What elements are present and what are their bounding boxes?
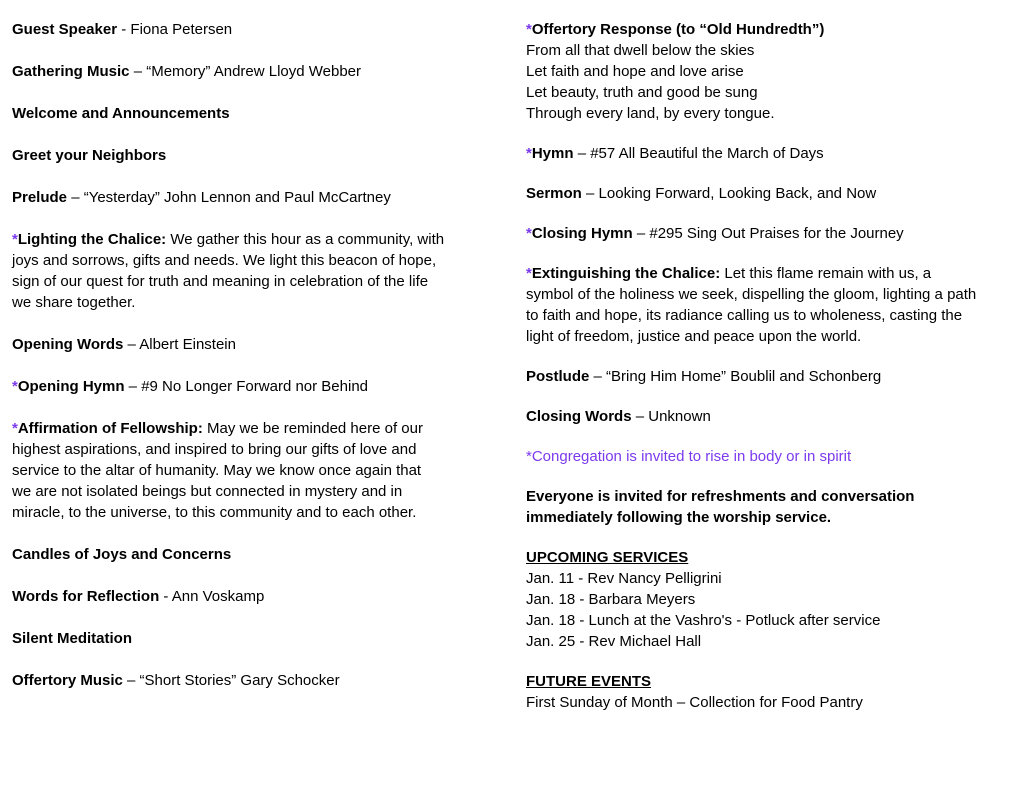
- paragraph-line: to faith and hope, its radiance calling us to wholeness, casting the: [526, 307, 963, 324]
- item-title: Candles of Joys and Concerns: [12, 546, 232, 563]
- item-title: Opening Words: [12, 336, 124, 353]
- program-item-guest-speaker: [12, 19, 482, 40]
- program-item-greet-your-neighbors: [12, 145, 482, 166]
- program-item-welcome-and-announcements: [12, 103, 482, 124]
- hymn-verse-line: Let beauty, truth and good be sung: [526, 84, 758, 101]
- item-detail: “Yesterday” John Lennon and Paul McCartney: [83, 189, 391, 206]
- item-detail: #57 All Beautiful the March of Days: [590, 145, 824, 162]
- item-separator: –: [124, 378, 142, 395]
- item-detail: #295 Sing Out Praises for the Journey: [649, 225, 904, 242]
- item-separator: –: [573, 145, 591, 162]
- program-item-opening-words: [12, 334, 482, 355]
- item-title: Words for Reflection: [12, 588, 160, 605]
- paragraph-line: Everyone is invited for refreshments and conversation: [526, 488, 915, 505]
- program-item-gathering-music: [12, 61, 482, 82]
- program-item-sermon: [526, 183, 1014, 204]
- paragraph-line: sign of our quest for truth and meaning in celebration of the life: [12, 273, 429, 290]
- item-separator: –: [129, 63, 147, 80]
- item-separator: –: [123, 336, 140, 353]
- rise-asterisk: *: [12, 420, 18, 437]
- item-title: Silent Meditation: [12, 630, 132, 647]
- item-detail: “Memory” Andrew Lloyd Webber: [146, 63, 362, 80]
- program-item-opening-hymn: [12, 376, 482, 397]
- program-item-postlude: [526, 366, 1014, 387]
- item-separator: -: [117, 21, 131, 38]
- item-title: Hymn: [531, 145, 574, 162]
- rise-asterisk: *: [526, 145, 532, 162]
- upcoming-services-section: [526, 547, 1014, 652]
- item-separator: -: [159, 588, 172, 605]
- rise-asterisk: *: [526, 265, 532, 282]
- program-item-closing-hymn: [526, 223, 1014, 244]
- item-detail: #9 No Longer Forward nor Behind: [141, 378, 369, 395]
- item-title: Extinguishing the Chalice:: [531, 265, 721, 282]
- program-item-extinguishing-the-chalice: [526, 263, 1014, 347]
- item-detail: We gather this hour as a community, with: [170, 231, 445, 248]
- order-of-service-right-column: [526, 19, 1014, 732]
- item-title: Welcome and Announcements: [12, 105, 230, 122]
- rise-asterisk: *: [12, 378, 18, 395]
- service-entry: Jan. 18 - Lunch at the Vashro's - Potluck after service: [526, 612, 881, 629]
- paragraph-line: light of freedom, justice and peace upon the world.: [526, 328, 862, 345]
- future-events-section: [526, 671, 1014, 713]
- paragraph-line: immediately following the worship service.: [526, 509, 832, 526]
- paragraph-line: joys and sorrows, gifts and needs. We light this beacon of hope,: [12, 252, 437, 269]
- item-separator: –: [122, 672, 140, 689]
- item-detail: Looking Forward, Looking Back, and Now: [598, 185, 877, 202]
- order-of-service-left-column: [12, 19, 482, 712]
- paragraph-line: [526, 19, 1014, 40]
- item-title: Offertory Music: [12, 672, 123, 689]
- item-detail: “Bring Him Home” Boublil and Schonberg: [606, 368, 882, 385]
- program-item-affirmation-of-fellowship: [12, 418, 482, 523]
- item-title: Closing Hymn: [531, 225, 633, 242]
- item-title: Affirmation of Fellowship:: [17, 420, 203, 437]
- program-item-closing-words: [526, 406, 1014, 427]
- program-item-silent-meditation: [12, 628, 482, 649]
- paragraph-line: symbol of the holiness we seek, dispelling the gloom, lighting a path: [526, 286, 977, 303]
- hymn-verse-line: Through every land, by every tongue.: [526, 105, 775, 122]
- rise-asterisk: *: [526, 225, 532, 242]
- paragraph-line: [526, 263, 1014, 284]
- item-detail: “Short Stories” Gary Schocker: [139, 672, 340, 689]
- program-item-lighting-the-chalice: [12, 229, 482, 313]
- item-title: Lighting the Chalice:: [17, 231, 167, 248]
- paragraph-line: [12, 229, 482, 250]
- section-heading: UPCOMING SERVICES: [526, 549, 689, 566]
- section-heading: FUTURE EVENTS: [526, 673, 652, 690]
- service-entry: Jan. 25 - Rev Michael Hall: [526, 633, 702, 650]
- paragraph-line: miracle, to the universe, to this community and to each other.: [12, 504, 417, 521]
- item-separator: –: [67, 189, 84, 206]
- item-title: Guest Speaker: [12, 21, 118, 38]
- rise-asterisk: *: [12, 231, 18, 248]
- item-title: Postlude: [526, 368, 590, 385]
- paragraph-line: [12, 418, 482, 439]
- item-detail: Unknown: [648, 408, 711, 425]
- item-title: Prelude: [12, 189, 68, 206]
- item-title: Opening Hymn: [17, 378, 125, 395]
- program-item-candles-of-joys-and-concerns: [12, 544, 482, 565]
- paragraph-line: highest aspirations, and inspired to bring our gifts of love and: [12, 441, 417, 458]
- paragraph-line: service to the altar of humanity. May we know once again that: [12, 462, 422, 479]
- item-detail: Fiona Petersen: [130, 21, 233, 38]
- item-detail: May we be reminded here of our: [207, 420, 423, 437]
- service-entry: Jan. 18 - Barbara Meyers: [526, 591, 696, 608]
- item-detail: Albert Einstein: [139, 336, 236, 353]
- paragraph-line: we are not isolated beings but connected in mystery and in: [12, 483, 403, 500]
- hymn-verse-line: Let faith and hope and love arise: [526, 63, 744, 80]
- program-item-prelude: [12, 187, 482, 208]
- refreshments-note: [526, 486, 1014, 528]
- item-title: Gathering Music: [12, 63, 130, 80]
- rise-asterisk: *: [526, 21, 532, 38]
- service-entry: Jan. 11 - Rev Nancy Pelligrini: [526, 570, 722, 587]
- program-item-offertory-response: [526, 19, 1014, 124]
- item-title: Offertory Response (to “Old Hundredth”): [531, 21, 825, 38]
- item-separator: –: [632, 225, 650, 242]
- event-entry: First Sunday of Month – Collection for Food Pantry: [526, 694, 863, 711]
- hymn-verse-line: From all that dwell below the skies: [526, 42, 755, 59]
- program-item-words-for-reflection: [12, 586, 482, 607]
- program-item-hymn: [526, 143, 1014, 164]
- congregation-rise-note: *Congregation is invited to rise in body or in spirit: [526, 448, 852, 465]
- program-item-offertory-music: [12, 670, 482, 691]
- item-title: Sermon: [526, 185, 582, 202]
- item-separator: –: [631, 408, 649, 425]
- paragraph-line: we share together.: [12, 294, 136, 311]
- item-title: Closing Words: [526, 408, 632, 425]
- item-separator: –: [581, 185, 599, 202]
- item-title: Greet your Neighbors: [12, 147, 167, 164]
- item-detail: Let this flame remain with us, a: [724, 265, 932, 282]
- item-detail: Ann Voskamp: [171, 588, 265, 605]
- item-separator: –: [589, 368, 607, 385]
